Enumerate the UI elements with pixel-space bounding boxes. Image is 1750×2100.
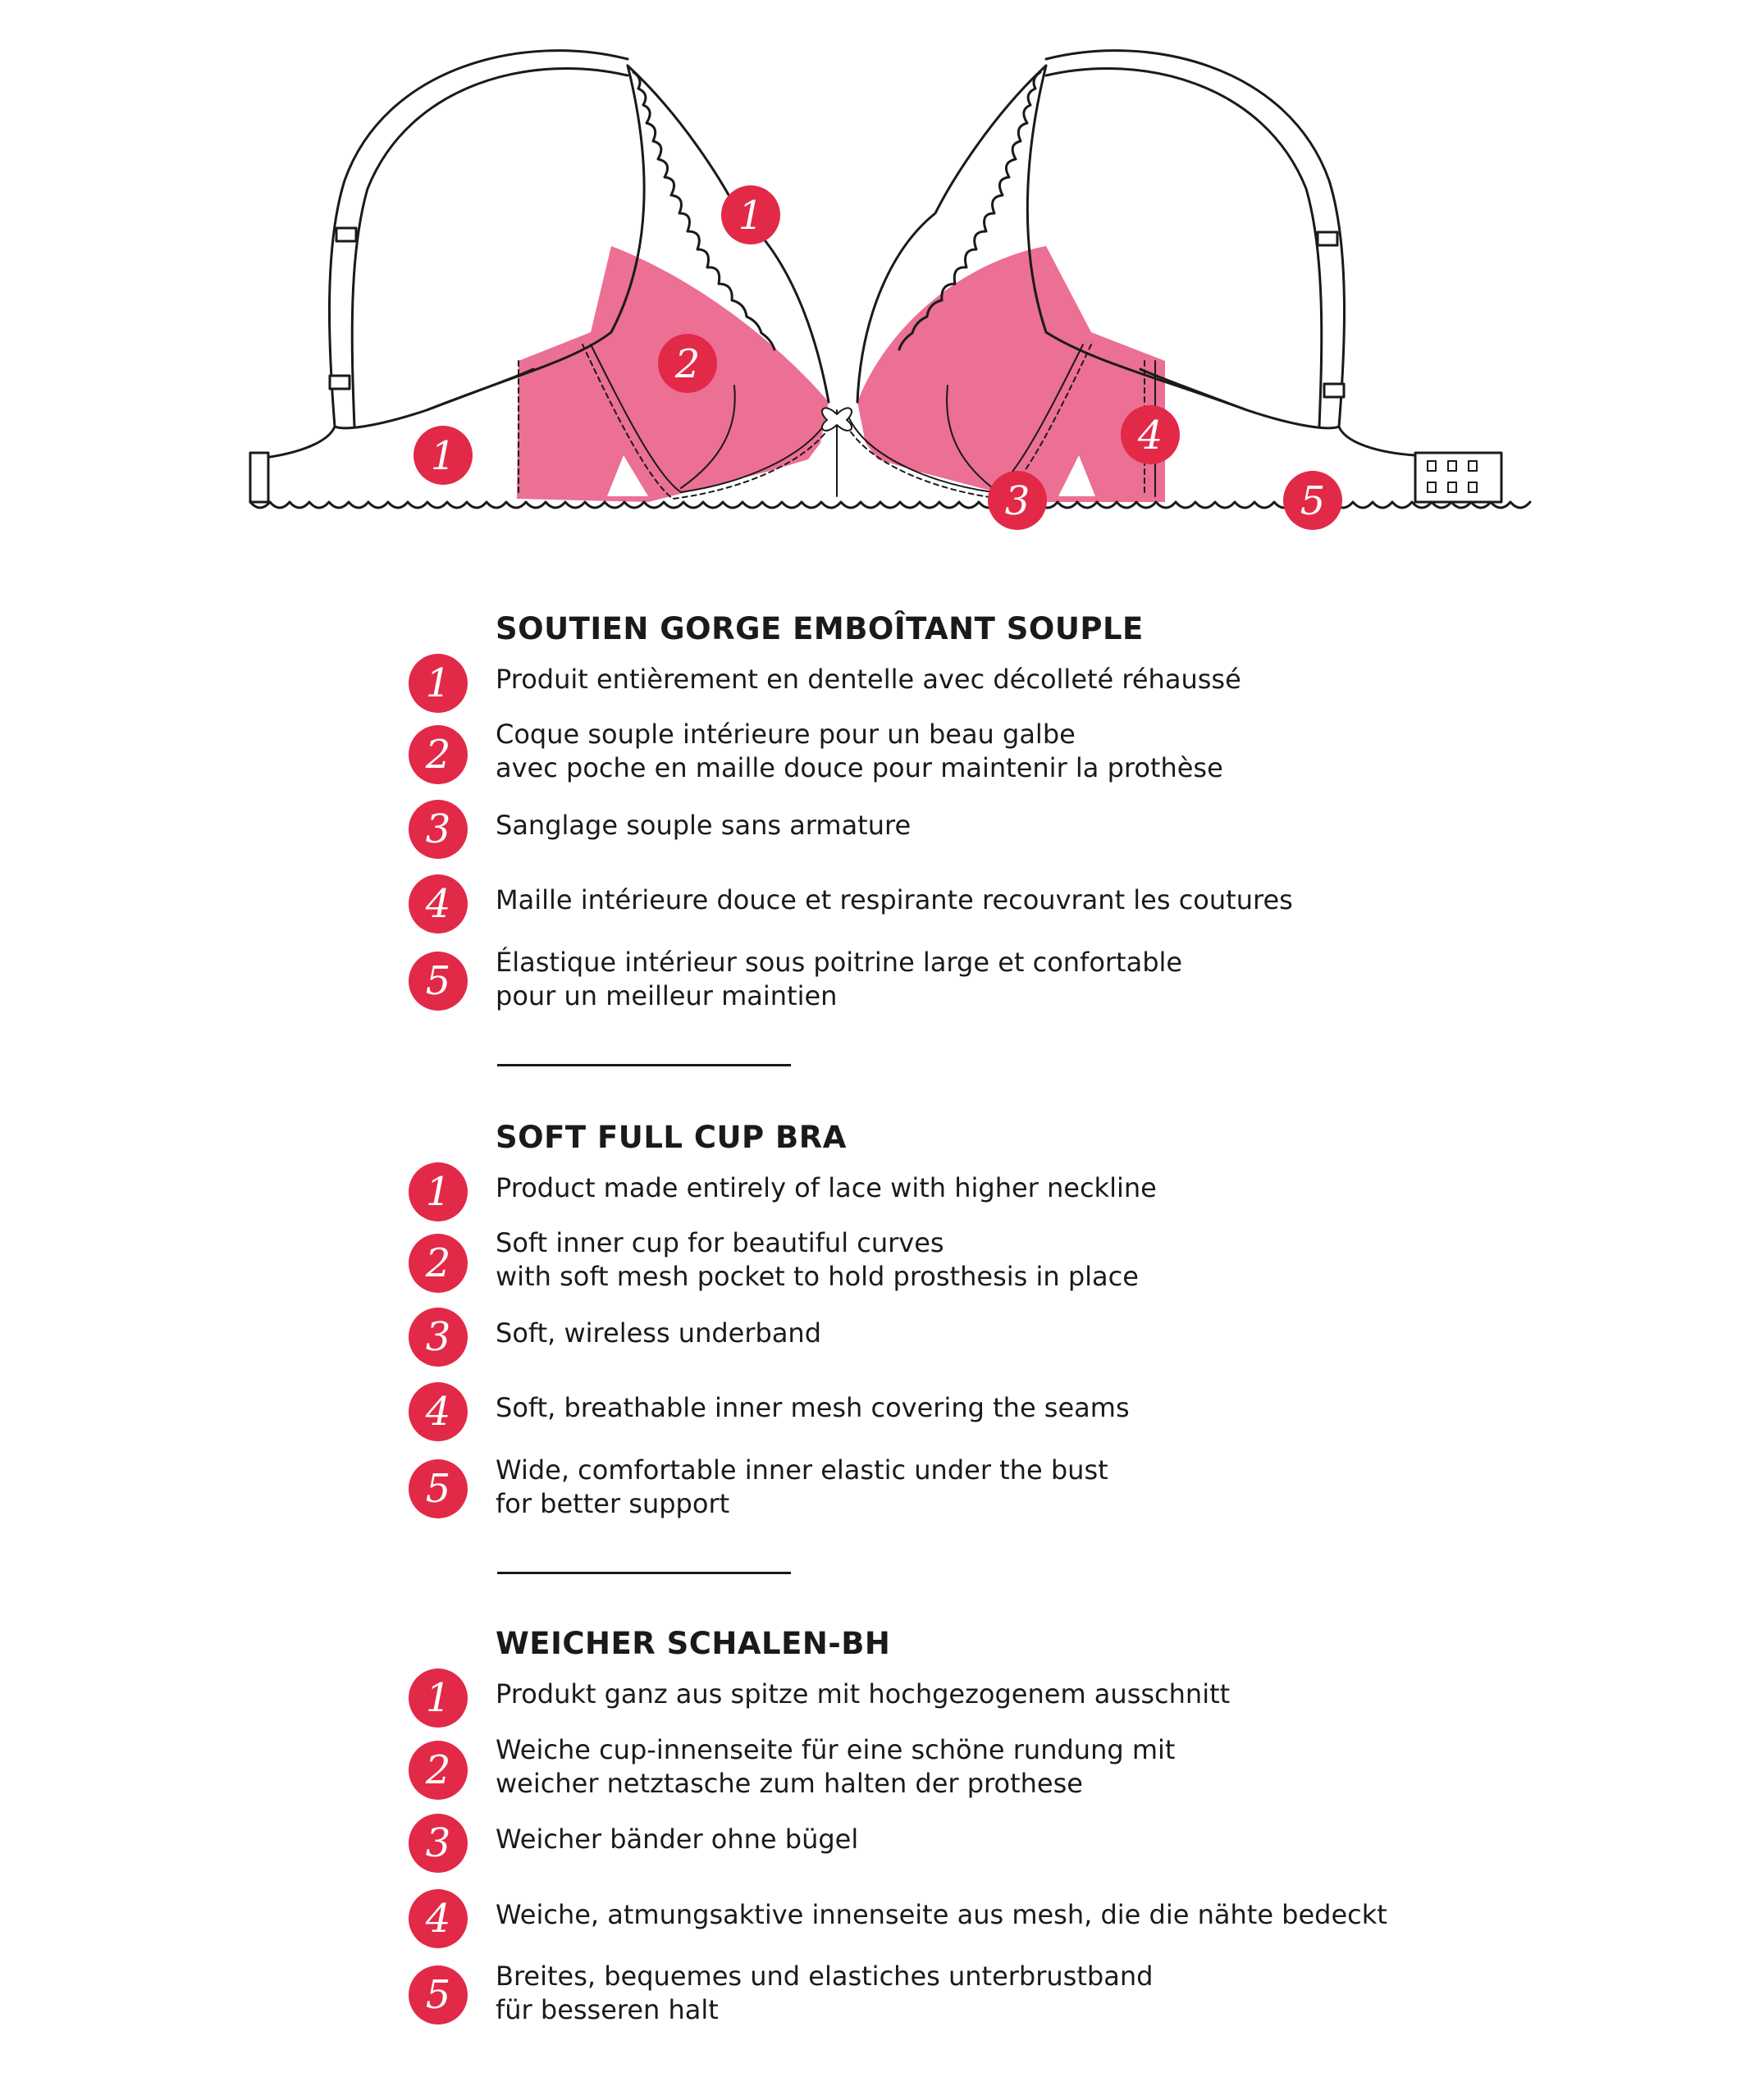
number-badge: 2 [409,1741,468,1800]
section-divider [497,1064,791,1066]
feature-text: Coque souple intérieure pour un beau galbe avec poche en maille douce pour maintenir la prothèse [496,719,1223,783]
number-badge: 5 [409,1459,468,1518]
feature-text: Breites, bequemes und elastiches unterbrustband für besseren halt [496,1961,1154,2025]
callout-label: 1 [430,433,456,479]
bra-illustration [0,0,1750,558]
section-title: WEICHER SCHALEN-BH [496,1626,891,1661]
feature-text: Sanglage souple sans armature [496,810,912,841]
section-divider [497,1572,791,1574]
number-badge: 2 [409,725,468,784]
number-badge: 3 [409,1814,468,1873]
callout-label: 3 [1004,478,1030,524]
number-badge: 2 [409,1234,468,1293]
right-cup-inner-panel [857,246,1165,502]
section-title: SOFT FULL CUP BRA [496,1120,847,1155]
feature-text: Weicher bänder ohne bügel [496,1824,859,1855]
feature-text: Wide, comfortable inner elastic under the bust for better support [496,1454,1108,1519]
callout-label: 2 [674,341,701,387]
number-badge: 1 [409,1162,468,1221]
feature-text: Produit entièrement en dentelle avec décolleté réhaussé [496,664,1241,695]
callout-label: 1 [738,193,764,239]
callout-badge [1121,405,1180,464]
number-badge: 3 [409,1308,468,1367]
number-badge: 4 [409,874,468,934]
feature-text: Weiche, atmungsaktive innenseite aus mesh, die die nähte bedeckt [496,1899,1387,1930]
number-badge: 5 [409,1965,468,2025]
number-badge: 3 [409,800,468,859]
feature-text: Product made entirely of lace with higher neckline [496,1172,1157,1203]
feature-text: Soft inner cup for beautiful curves with soft mesh pocket to hold prosthesis in place [496,1227,1139,1292]
callout-label: 4 [1137,413,1163,459]
number-badge: 1 [409,654,468,713]
feature-text: Maille intérieure douce et respirante recouvrant les coutures [496,884,1293,915]
number-badge: 5 [409,952,468,1011]
feature-text: Produkt ganz aus spitze mit hochgezogenem ausschnitt [496,1678,1231,1710]
callout-badge [721,185,780,244]
callout-badge [414,426,473,485]
callout-label: 5 [1300,478,1326,524]
number-badge: 1 [409,1669,468,1728]
feature-text: Élastique intérieur sous poitrine large et confortable pour un meilleur maintien [496,947,1183,1011]
callout-badge [658,334,717,393]
feature-text: Soft, wireless underband [496,1317,822,1349]
feature-text: Weiche cup-innenseite für eine schöne rundung mit weicher netztasche zum halten der prothese [496,1734,1176,1799]
number-badge: 4 [409,1382,468,1441]
number-badge: 4 [409,1889,468,1948]
section-title: SOUTIEN GORGE EMBOÎTANT SOUPLE [496,611,1144,646]
callout-badge [988,471,1047,530]
feature-text: Soft, breathable inner mesh covering the seams [496,1392,1130,1423]
callout-badge [1283,471,1342,530]
